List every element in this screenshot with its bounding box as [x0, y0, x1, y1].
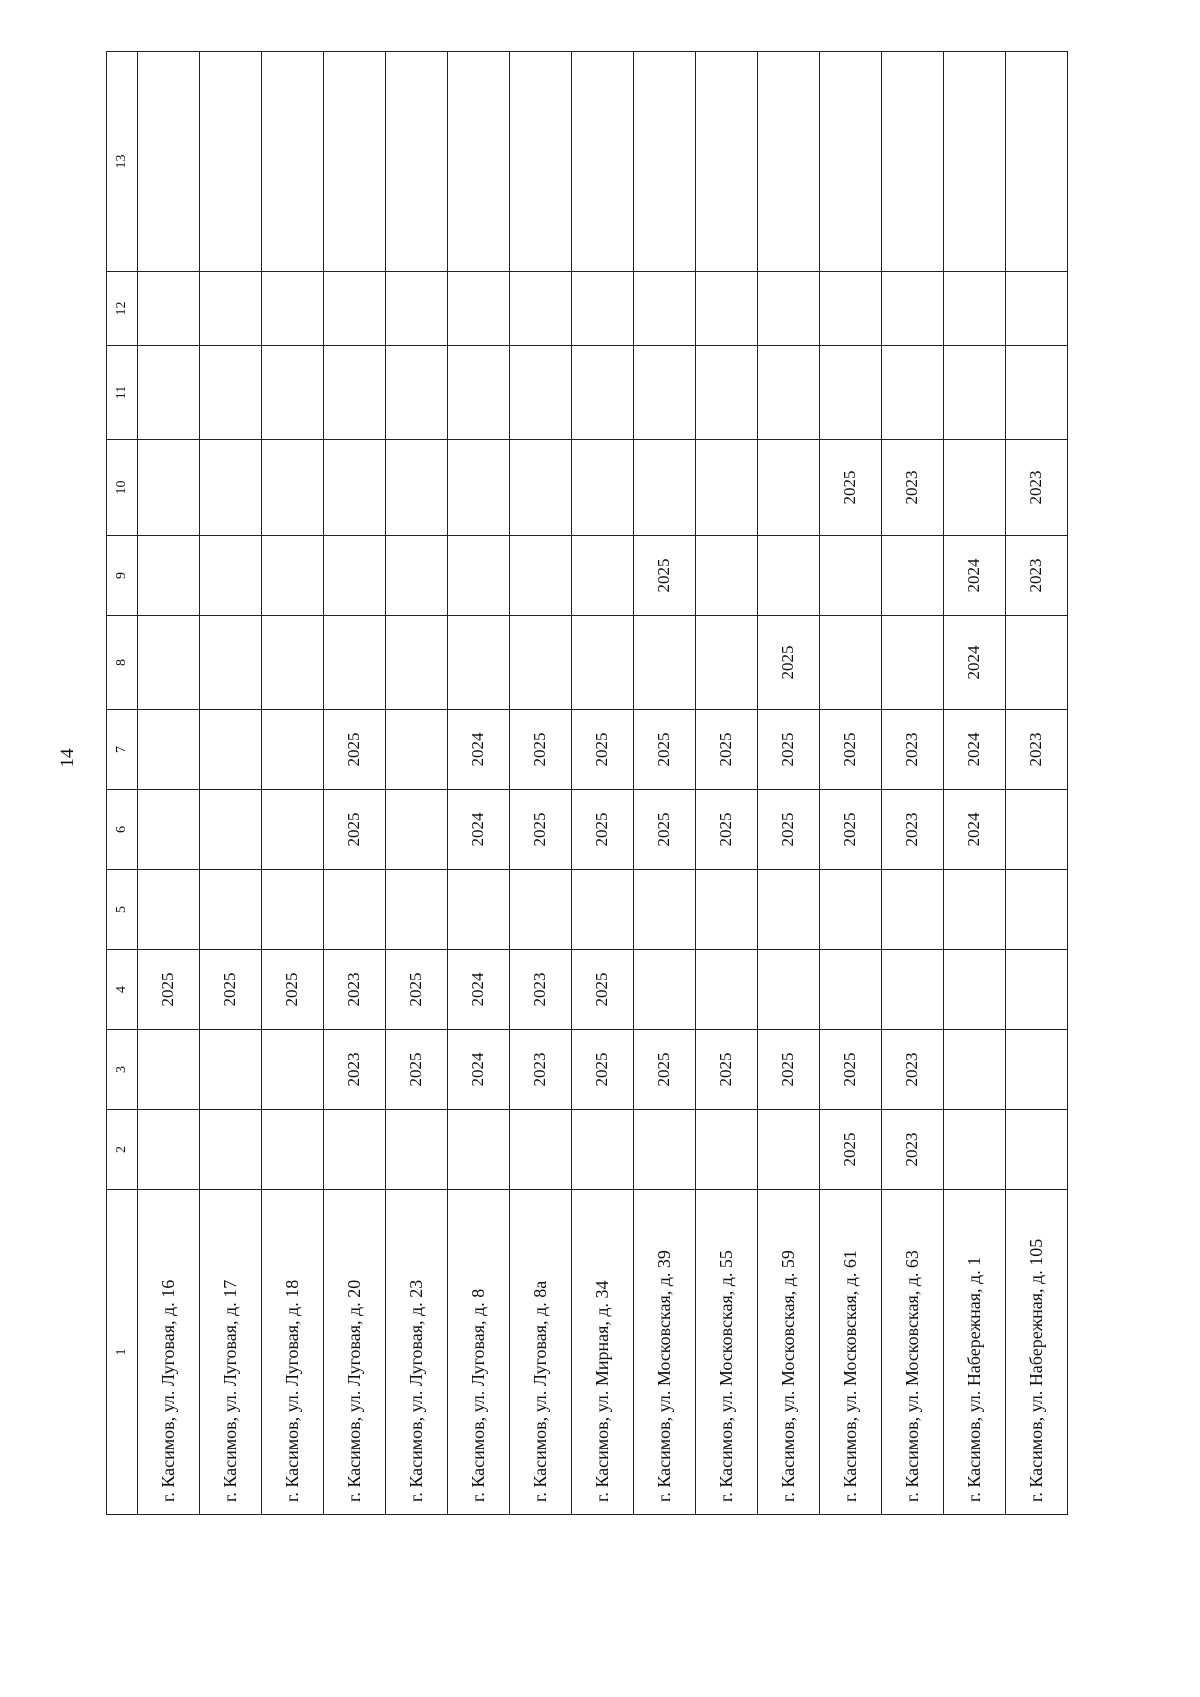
year-cell-col-4: 2025 [200, 950, 262, 1030]
year-cell-col-7 [262, 710, 324, 790]
year-cell-col-4: 2025 [138, 950, 200, 1030]
year-cell-col-9 [200, 536, 262, 616]
year-cell-col-6: 2025 [324, 790, 386, 870]
year-cell-col-9 [262, 536, 324, 616]
year-cell-col-3: 2023 [882, 1030, 944, 1110]
year-cell-col-2 [634, 1110, 696, 1190]
year-cell-col-4: 2023 [324, 950, 386, 1030]
year-cell-col-13 [634, 52, 696, 272]
year-cell-col-12 [386, 272, 448, 346]
column-header-11: 11 [107, 346, 138, 440]
year-cell-col-4 [882, 950, 944, 1030]
year-cell-col-11 [510, 346, 572, 440]
year-cell-col-9 [448, 536, 510, 616]
column-header-7: 7 [107, 710, 138, 790]
year-cell-col-11 [820, 346, 882, 440]
year-cell-col-3 [138, 1030, 200, 1110]
year-cell-col-5 [572, 870, 634, 950]
year-cell-col-10: 2023 [882, 440, 944, 536]
year-cell-col-4 [758, 950, 820, 1030]
address-cell: г. Касимов, ул. Московская, д. 55 [696, 1190, 758, 1515]
year-cell-col-3: 2024 [448, 1030, 510, 1110]
header-row [107, 52, 138, 1515]
year-cell-col-8 [262, 616, 324, 710]
year-cell-col-9 [510, 536, 572, 616]
year-cell-col-6 [138, 790, 200, 870]
year-cell-col-7: 2025 [820, 710, 882, 790]
year-cell-col-10 [696, 440, 758, 536]
year-cell-col-6: 2025 [572, 790, 634, 870]
year-cell-col-6: 2024 [448, 790, 510, 870]
year-cell-col-6: 2025 [820, 790, 882, 870]
year-cell-col-8 [696, 616, 758, 710]
year-cell-col-9 [820, 536, 882, 616]
year-cell-col-10 [138, 440, 200, 536]
year-cell-col-6 [262, 790, 324, 870]
year-cell-col-12 [758, 272, 820, 346]
year-cell-col-13 [200, 52, 262, 272]
address-cell: г. Касимов, ул. Набережная, д. 1 [944, 1190, 1006, 1515]
year-cell-col-13 [882, 52, 944, 272]
year-cell-col-2 [944, 1110, 1006, 1190]
year-cell-col-5 [758, 870, 820, 950]
year-cell-col-4 [820, 950, 882, 1030]
year-cell-col-3: 2025 [758, 1030, 820, 1110]
year-cell-col-6: 2025 [634, 790, 696, 870]
year-cell-col-13 [696, 52, 758, 272]
table-row [324, 52, 386, 1515]
year-cell-col-6 [386, 790, 448, 870]
address-cell: г. Касимов, ул. Луговая, д. 18 [262, 1190, 324, 1515]
year-cell-col-2 [324, 1110, 386, 1190]
page-number: 14 [57, 748, 78, 768]
year-cell-col-8 [820, 616, 882, 710]
year-cell-col-5 [882, 870, 944, 950]
address-cell: г. Касимов, ул. Луговая, д. 8а [510, 1190, 572, 1515]
year-cell-col-6: 2024 [944, 790, 1006, 870]
address-cell: г. Касимов, ул. Мирная, д. 34 [572, 1190, 634, 1515]
table-row [138, 52, 200, 1515]
year-cell-col-13 [386, 52, 448, 272]
table-row [262, 52, 324, 1515]
column-header-9: 9 [107, 536, 138, 616]
column-header-4: 4 [107, 950, 138, 1030]
year-cell-col-10 [510, 440, 572, 536]
year-cell-col-2 [572, 1110, 634, 1190]
year-cell-col-5 [386, 870, 448, 950]
year-cell-col-11 [1006, 346, 1068, 440]
year-cell-col-12 [944, 272, 1006, 346]
year-cell-col-8 [882, 616, 944, 710]
year-cell-col-9 [324, 536, 386, 616]
year-cell-col-10 [944, 440, 1006, 536]
year-cell-col-8 [1006, 616, 1068, 710]
year-cell-col-2 [448, 1110, 510, 1190]
year-cell-col-13 [758, 52, 820, 272]
year-cell-col-10 [448, 440, 510, 536]
year-cell-col-12 [572, 272, 634, 346]
address-cell: г. Касимов, ул. Луговая, д. 17 [200, 1190, 262, 1515]
address-cell: г. Касимов, ул. Московская, д. 63 [882, 1190, 944, 1515]
year-cell-col-13 [324, 52, 386, 272]
year-cell-col-11 [572, 346, 634, 440]
year-cell-col-2 [386, 1110, 448, 1190]
year-cell-col-4: 2024 [448, 950, 510, 1030]
year-cell-col-7: 2025 [696, 710, 758, 790]
table-body [138, 52, 1068, 1515]
year-cell-col-4 [696, 950, 758, 1030]
schedule-table [106, 51, 1068, 1515]
year-cell-col-2: 2023 [882, 1110, 944, 1190]
year-cell-col-4: 2025 [386, 950, 448, 1030]
table-row [386, 52, 448, 1515]
year-cell-col-13 [1006, 52, 1068, 272]
year-cell-col-3: 2025 [572, 1030, 634, 1110]
year-cell-col-7: 2025 [758, 710, 820, 790]
table-row [200, 52, 262, 1515]
year-cell-col-2 [696, 1110, 758, 1190]
column-header-10: 10 [107, 440, 138, 536]
year-cell-col-11 [758, 346, 820, 440]
year-cell-col-5 [138, 870, 200, 950]
column-header-3: 3 [107, 1030, 138, 1110]
address-cell: г. Касимов, ул. Луговая, д. 23 [386, 1190, 448, 1515]
year-cell-col-3 [944, 1030, 1006, 1110]
table-row [696, 52, 758, 1515]
year-cell-col-12 [262, 272, 324, 346]
table-row [820, 52, 882, 1515]
year-cell-col-12 [1006, 272, 1068, 346]
year-cell-col-10 [262, 440, 324, 536]
year-cell-col-8 [510, 616, 572, 710]
year-cell-col-7: 2025 [324, 710, 386, 790]
address-cell: г. Касимов, ул. Московская, д. 61 [820, 1190, 882, 1515]
year-cell-col-12 [696, 272, 758, 346]
year-cell-col-13 [820, 52, 882, 272]
year-cell-col-3: 2025 [634, 1030, 696, 1110]
year-cell-col-5 [1006, 870, 1068, 950]
year-cell-col-11 [944, 346, 1006, 440]
year-cell-col-6: 2025 [510, 790, 572, 870]
year-cell-col-3: 2023 [324, 1030, 386, 1110]
year-cell-col-11 [696, 346, 758, 440]
year-cell-col-9: 2023 [1006, 536, 1068, 616]
address-cell: г. Касимов, ул. Московская, д. 39 [634, 1190, 696, 1515]
year-cell-col-7: 2025 [572, 710, 634, 790]
table-row [882, 52, 944, 1515]
year-cell-col-9 [572, 536, 634, 616]
year-cell-col-11 [448, 346, 510, 440]
year-cell-col-11 [138, 346, 200, 440]
year-cell-col-8: 2024 [944, 616, 1006, 710]
year-cell-col-13 [262, 52, 324, 272]
address-cell: г. Касимов, ул. Московская, д. 59 [758, 1190, 820, 1515]
rotated-table-wrapper [106, 52, 1066, 1515]
year-cell-col-11 [882, 346, 944, 440]
year-cell-col-13 [944, 52, 1006, 272]
year-cell-col-3 [200, 1030, 262, 1110]
year-cell-col-12 [882, 272, 944, 346]
year-cell-col-8 [634, 616, 696, 710]
year-cell-col-10 [324, 440, 386, 536]
year-cell-col-6: 2025 [696, 790, 758, 870]
column-header-12: 12 [107, 272, 138, 346]
column-header-1: 1 [107, 1190, 138, 1515]
year-cell-col-5 [944, 870, 1006, 950]
address-cell: г. Касимов, ул. Луговая, д. 16 [138, 1190, 200, 1515]
year-cell-col-5 [324, 870, 386, 950]
year-cell-col-2 [138, 1110, 200, 1190]
year-cell-col-13 [448, 52, 510, 272]
year-cell-col-5 [262, 870, 324, 950]
year-cell-col-10 [758, 440, 820, 536]
year-cell-col-12 [634, 272, 696, 346]
year-cell-col-5 [820, 870, 882, 950]
year-cell-col-11 [324, 346, 386, 440]
column-header-2: 2 [107, 1110, 138, 1190]
year-cell-col-9 [882, 536, 944, 616]
year-cell-col-4 [634, 950, 696, 1030]
year-cell-col-3 [262, 1030, 324, 1110]
year-cell-col-8 [324, 616, 386, 710]
year-cell-col-10: 2023 [1006, 440, 1068, 536]
year-cell-col-11 [200, 346, 262, 440]
year-cell-col-8 [200, 616, 262, 710]
year-cell-col-7: 2024 [448, 710, 510, 790]
year-cell-col-10 [386, 440, 448, 536]
year-cell-col-9: 2025 [634, 536, 696, 616]
year-cell-col-8 [572, 616, 634, 710]
year-cell-col-5 [448, 870, 510, 950]
year-cell-col-9 [696, 536, 758, 616]
column-header-13: 13 [107, 52, 138, 272]
year-cell-col-4: 2025 [262, 950, 324, 1030]
year-cell-col-6 [1006, 790, 1068, 870]
year-cell-col-3: 2023 [510, 1030, 572, 1110]
year-cell-col-2: 2025 [820, 1110, 882, 1190]
year-cell-col-12 [324, 272, 386, 346]
year-cell-col-4: 2025 [572, 950, 634, 1030]
year-cell-col-10 [200, 440, 262, 536]
year-cell-col-10 [634, 440, 696, 536]
year-cell-col-6: 2023 [882, 790, 944, 870]
year-cell-col-9 [138, 536, 200, 616]
year-cell-col-11 [634, 346, 696, 440]
year-cell-col-7: 2025 [634, 710, 696, 790]
table-row [510, 52, 572, 1515]
column-header-6: 6 [107, 790, 138, 870]
address-cell: г. Касимов, ул. Луговая, д. 20 [324, 1190, 386, 1515]
year-cell-col-2 [1006, 1110, 1068, 1190]
year-cell-col-9 [758, 536, 820, 616]
year-cell-col-12 [138, 272, 200, 346]
year-cell-col-12 [448, 272, 510, 346]
year-cell-col-9 [386, 536, 448, 616]
year-cell-col-3 [1006, 1030, 1068, 1110]
year-cell-col-3: 2025 [386, 1030, 448, 1110]
table-row [944, 52, 1006, 1515]
year-cell-col-7 [386, 710, 448, 790]
year-cell-col-2 [262, 1110, 324, 1190]
column-header-5: 5 [107, 870, 138, 950]
year-cell-col-7: 2023 [1006, 710, 1068, 790]
year-cell-col-8 [138, 616, 200, 710]
address-cell: г. Касимов, ул. Набережная, д. 105 [1006, 1190, 1068, 1515]
year-cell-col-9: 2024 [944, 536, 1006, 616]
year-cell-col-6 [200, 790, 262, 870]
year-cell-col-11 [262, 346, 324, 440]
table-row [634, 52, 696, 1515]
year-cell-col-13 [138, 52, 200, 272]
table-row [572, 52, 634, 1515]
year-cell-col-10: 2025 [820, 440, 882, 536]
year-cell-col-7: 2025 [510, 710, 572, 790]
year-cell-col-5 [634, 870, 696, 950]
year-cell-col-5 [200, 870, 262, 950]
table-row [758, 52, 820, 1515]
address-cell: г. Касимов, ул. Луговая, д. 8 [448, 1190, 510, 1515]
year-cell-col-12 [510, 272, 572, 346]
table-row [448, 52, 510, 1515]
year-cell-col-4 [1006, 950, 1068, 1030]
year-cell-col-5 [510, 870, 572, 950]
year-cell-col-8 [386, 616, 448, 710]
year-cell-col-10 [572, 440, 634, 536]
year-cell-col-6: 2025 [758, 790, 820, 870]
year-cell-col-2 [200, 1110, 262, 1190]
year-cell-col-8 [448, 616, 510, 710]
year-cell-col-13 [510, 52, 572, 272]
year-cell-col-7: 2023 [882, 710, 944, 790]
year-cell-col-5 [696, 870, 758, 950]
year-cell-col-4: 2023 [510, 950, 572, 1030]
year-cell-col-7 [138, 710, 200, 790]
year-cell-col-12 [820, 272, 882, 346]
column-header-8: 8 [107, 616, 138, 710]
year-cell-col-11 [386, 346, 448, 440]
year-cell-col-3: 2025 [696, 1030, 758, 1110]
year-cell-col-7 [200, 710, 262, 790]
year-cell-col-12 [200, 272, 262, 346]
year-cell-col-8: 2025 [758, 616, 820, 710]
table-row [1006, 52, 1068, 1515]
year-cell-col-3: 2025 [820, 1030, 882, 1110]
year-cell-col-4 [944, 950, 1006, 1030]
year-cell-col-13 [572, 52, 634, 272]
table-header [107, 52, 138, 1515]
year-cell-col-2 [758, 1110, 820, 1190]
year-cell-col-7: 2024 [944, 710, 1006, 790]
year-cell-col-2 [510, 1110, 572, 1190]
